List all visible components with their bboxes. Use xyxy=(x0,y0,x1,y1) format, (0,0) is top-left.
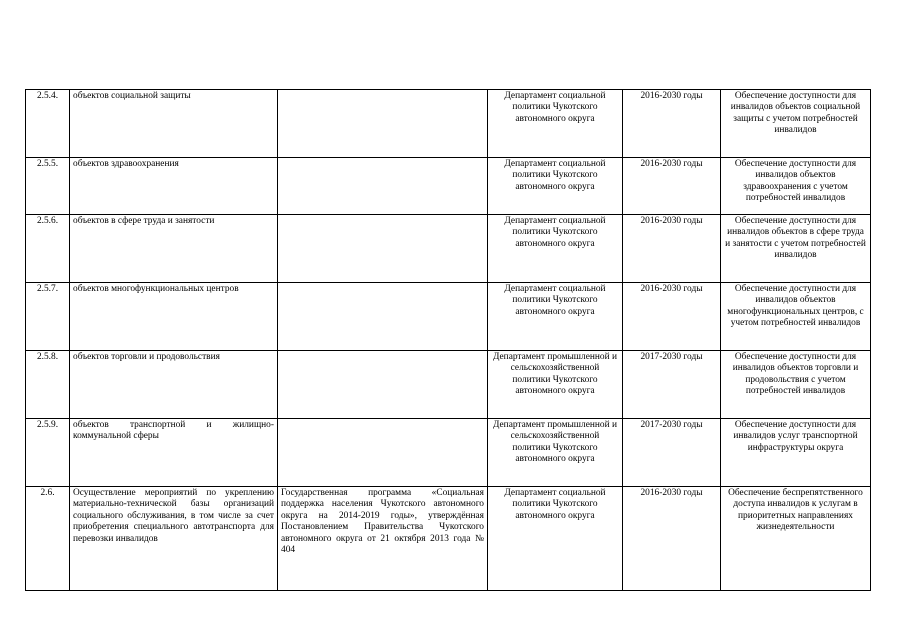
responsible-executor: Департамент социальной политики Чукотского автономного округа xyxy=(488,487,623,591)
table-row xyxy=(26,283,871,351)
measure-name: объектов социальной защиты xyxy=(70,90,278,158)
measure-name: объектов торговли и продовольствия xyxy=(70,351,278,419)
row-number: 2.6. xyxy=(26,487,70,591)
expected-result: Обеспечение доступности для инвалидов услуг транспортной инфраструктуры округа xyxy=(721,419,871,487)
legal-basis xyxy=(278,351,488,419)
implementation-term: 2017-2030 годы xyxy=(623,351,721,419)
implementation-term: 2017-2030 годы xyxy=(623,419,721,487)
table-row xyxy=(26,419,871,487)
table-row xyxy=(26,351,871,419)
row-number: 2.5.6. xyxy=(26,215,70,283)
table-row xyxy=(26,215,871,283)
table-row xyxy=(26,158,871,215)
table-row xyxy=(26,487,871,591)
legal-basis xyxy=(278,90,488,158)
row-number: 2.5.8. xyxy=(26,351,70,419)
measure-name: объектов многофункциональных центров xyxy=(70,283,278,351)
implementation-term: 2016-2030 годы xyxy=(623,487,721,591)
measure-name: объектов в сфере труда и занятости xyxy=(70,215,278,283)
responsible-executor: Департамент социальной политики Чукотского автономного округа xyxy=(488,283,623,351)
expected-result: Обеспечение беспрепятственного доступа инвалидов к услугам в приоритетных направлениях жизнедеятельности xyxy=(721,487,871,591)
legal-basis xyxy=(278,283,488,351)
responsible-executor: Департамент промышленной и сельскохозяйственной политики Чукотского автономного округа xyxy=(488,351,623,419)
measures-table xyxy=(25,89,871,591)
expected-result: Обеспечение доступности для инвалидов объектов многофункциональных центров, с учетом потребностей инвалидов xyxy=(721,283,871,351)
expected-result: Обеспечение доступности для инвалидов объектов здравоохранения с учетом потребностей инвалидов xyxy=(721,158,871,215)
legal-basis: Государственная программа «Социальная поддержка населения Чукотского автономного округа на 2014-2019 годы», утверждённая Постановлением Правительства Чукотского автономного округа от 21 октября 2013 года № 404 xyxy=(278,487,488,591)
measure-name: Осуществление мероприятий по укреплению материально-технической базы организаций социального обслуживания, в том числе за счет приобретения специального автотранспорта для перевозки инвалидов xyxy=(70,487,278,591)
implementation-term: 2016-2030 годы xyxy=(623,158,721,215)
legal-basis xyxy=(278,158,488,215)
measure-name: объектов транспортной и жилищно-коммунальной сферы xyxy=(70,419,278,487)
table-row xyxy=(26,90,871,158)
implementation-term: 2016-2030 годы xyxy=(623,215,721,283)
row-number: 2.5.9. xyxy=(26,419,70,487)
row-number: 2.5.7. xyxy=(26,283,70,351)
legal-basis xyxy=(278,419,488,487)
expected-result: Обеспечение доступности для инвалидов объектов социальной защиты с учетом потребностей инвалидов xyxy=(721,90,871,158)
implementation-term: 2016-2030 годы xyxy=(623,90,721,158)
responsible-executor: Департамент социальной политики Чукотского автономного округа xyxy=(488,158,623,215)
responsible-executor: Департамент социальной политики Чукотского автономного округа xyxy=(488,215,623,283)
implementation-term: 2016-2030 годы xyxy=(623,283,721,351)
responsible-executor: Департамент промышленной и сельскохозяйственной политики Чукотского автономного округа xyxy=(488,419,623,487)
legal-basis xyxy=(278,215,488,283)
responsible-executor: Департамент социальной политики Чукотского автономного округа xyxy=(488,90,623,158)
expected-result: Обеспечение доступности для инвалидов объектов торговли и продовольствия с учетом потребностей инвалидов xyxy=(721,351,871,419)
row-number: 2.5.5. xyxy=(26,158,70,215)
expected-result: Обеспечение доступности для инвалидов объектов в сфере труда и занятости с учетом потребностей инвалидов xyxy=(721,215,871,283)
row-number: 2.5.4. xyxy=(26,90,70,158)
measure-name: объектов здравоохранения xyxy=(70,158,278,215)
